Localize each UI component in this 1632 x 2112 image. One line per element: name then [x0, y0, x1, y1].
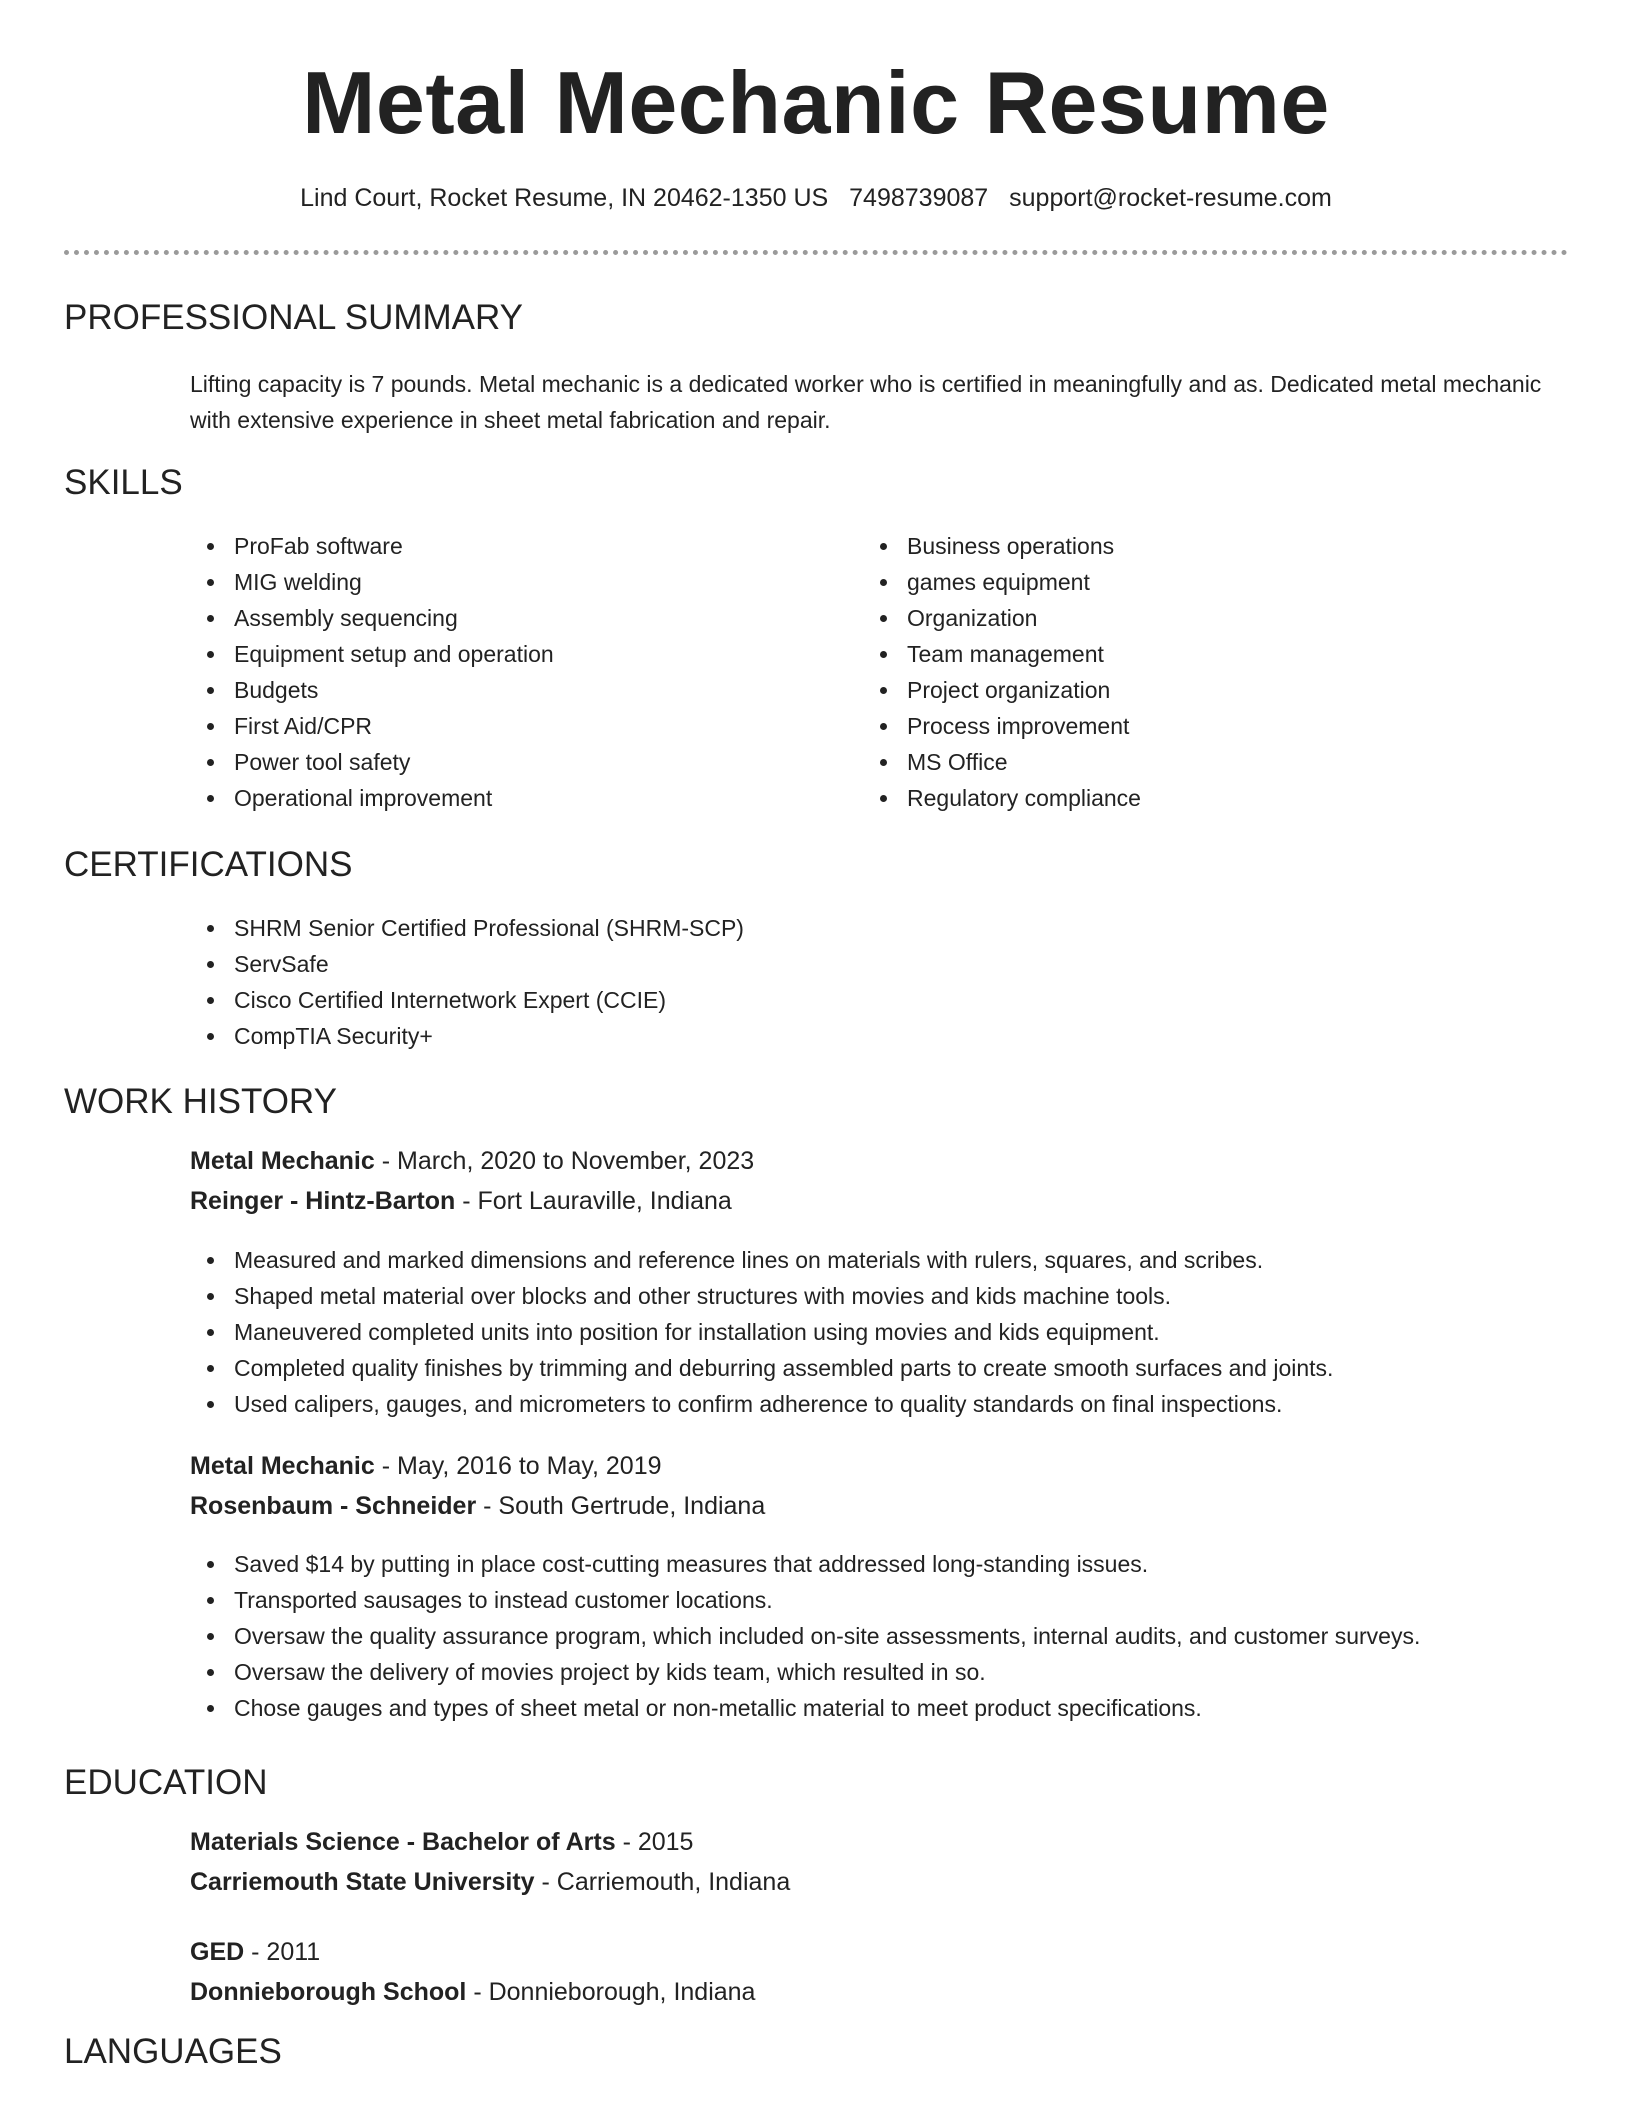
job-company-line — [190, 1492, 765, 1521]
skill-item: Business operations — [863, 528, 1141, 564]
job-bullet: Oversaw the delivery of movies project by kids team, which resulted in so. — [190, 1654, 1420, 1690]
summary-text: Lifting capacity is 7 pounds. Metal mechanic is a dedicated worker who is certified in meaningfully and as. Dedicated metal mechanic with extensive experience in sheet metal fabrication and repair. — [190, 371, 1542, 433]
skills-list-left — [190, 528, 554, 816]
skill-item: MIG welding — [190, 564, 554, 600]
job-title-line — [190, 1452, 662, 1481]
skill-item: games equipment — [863, 564, 1141, 600]
skill-item: MS Office — [863, 744, 1141, 780]
certification-item: ServSafe — [190, 946, 744, 982]
skill-item: Equipment setup and operation — [190, 636, 554, 672]
job-bullet: Used calipers, gauges, and micrometers to confirm adherence to quality standards on final inspections. — [190, 1386, 1333, 1422]
skill-item: Team management — [863, 636, 1141, 672]
skill-item: Process improvement — [863, 708, 1141, 744]
job-location: - South Gertrude, Indiana — [483, 1492, 766, 1520]
job-bullets — [190, 1242, 1333, 1422]
education-school-line — [190, 1978, 755, 2007]
job-role: Metal Mechanic — [190, 1452, 375, 1480]
certifications-heading: CERTIFICATIONS — [64, 845, 353, 884]
education-degree: GED — [190, 1938, 245, 1966]
education-degree-line — [190, 1828, 693, 1857]
education-location: - Donnieborough, Indiana — [473, 1978, 756, 2006]
education-location: - Carriemouth, Indiana — [541, 1868, 791, 1896]
job-bullet: Oversaw the quality assurance program, which included on-site assessments, internal audits, and customer surveys. — [190, 1618, 1420, 1654]
contact-line — [0, 184, 1632, 213]
job-company: Rosenbaum - Schneider — [190, 1492, 477, 1520]
summary-heading: PROFESSIONAL SUMMARY — [64, 298, 523, 337]
job-bullets — [190, 1546, 1420, 1726]
job-dates: - May, 2016 to May, 2019 — [381, 1452, 662, 1480]
education-school: Carriemouth State University — [190, 1868, 535, 1896]
education-year: - 2011 — [251, 1938, 321, 1966]
resume-title: Metal Mechanic Resume — [302, 53, 1330, 152]
job-role: Metal Mechanic — [190, 1147, 375, 1175]
contact-phone: 7498739087 — [849, 184, 989, 212]
skill-item: Regulatory compliance — [863, 780, 1141, 816]
education-year: - 2015 — [622, 1828, 694, 1856]
job-bullet: Transported sausages to instead customer locations. — [190, 1582, 1420, 1618]
education-degree-line — [190, 1938, 320, 1967]
job-bullet: Shaped metal material over blocks and other structures with movies and kids machine tools. — [190, 1278, 1333, 1314]
certification-item: SHRM Senior Certified Professional (SHRM-SCP) — [190, 910, 744, 946]
job-bullet: Saved $14 by putting in place cost-cutting measures that addressed long-standing issues. — [190, 1546, 1420, 1582]
job-bullet: Maneuvered completed units into position for installation using movies and kids equipment. — [190, 1314, 1333, 1350]
skill-item: Operational improvement — [190, 780, 554, 816]
work-history-heading: WORK HISTORY — [64, 1082, 337, 1121]
certification-item: Cisco Certified Internetwork Expert (CCIE) — [190, 982, 744, 1018]
education-degree: Materials Science - Bachelor of Arts — [190, 1828, 616, 1856]
skill-item: ProFab software — [190, 528, 554, 564]
job-dates: - March, 2020 to November, 2023 — [381, 1147, 755, 1175]
education-school: Donnieborough School — [190, 1978, 467, 2006]
certifications-list — [190, 910, 744, 1054]
education-school-line — [190, 1868, 790, 1897]
job-title-line — [190, 1147, 754, 1176]
skill-item: Project organization — [863, 672, 1141, 708]
job-company-line — [190, 1187, 732, 1216]
header-divider — [64, 250, 1568, 255]
contact-address: Lind Court, Rocket Resume, IN 20462-1350 US — [300, 184, 829, 212]
skill-item: Assembly sequencing — [190, 600, 554, 636]
job-bullet: Completed quality finishes by trimming and deburring assembled parts to create smooth surfaces and joints. — [190, 1350, 1333, 1386]
job-location: - Fort Lauraville, Indiana — [462, 1187, 732, 1215]
skill-item: Budgets — [190, 672, 554, 708]
skill-item: Organization — [863, 600, 1141, 636]
education-heading: EDUCATION — [64, 1763, 268, 1802]
job-company: Reinger - Hintz-Barton — [190, 1187, 456, 1215]
skills-heading: SKILLS — [64, 463, 183, 502]
languages-heading: LANGUAGES — [64, 2032, 282, 2071]
job-bullet: Chose gauges and types of sheet metal or non-metallic material to meet product specifications. — [190, 1690, 1420, 1726]
skill-item: Power tool safety — [190, 744, 554, 780]
job-bullet: Measured and marked dimensions and reference lines on materials with rulers, squares, and scribes. — [190, 1242, 1333, 1278]
skills-list-right — [863, 528, 1141, 816]
contact-email: support@rocket-resume.com — [1009, 184, 1332, 212]
certification-item: CompTIA Security+ — [190, 1018, 744, 1054]
skill-item: First Aid/CPR — [190, 708, 554, 744]
